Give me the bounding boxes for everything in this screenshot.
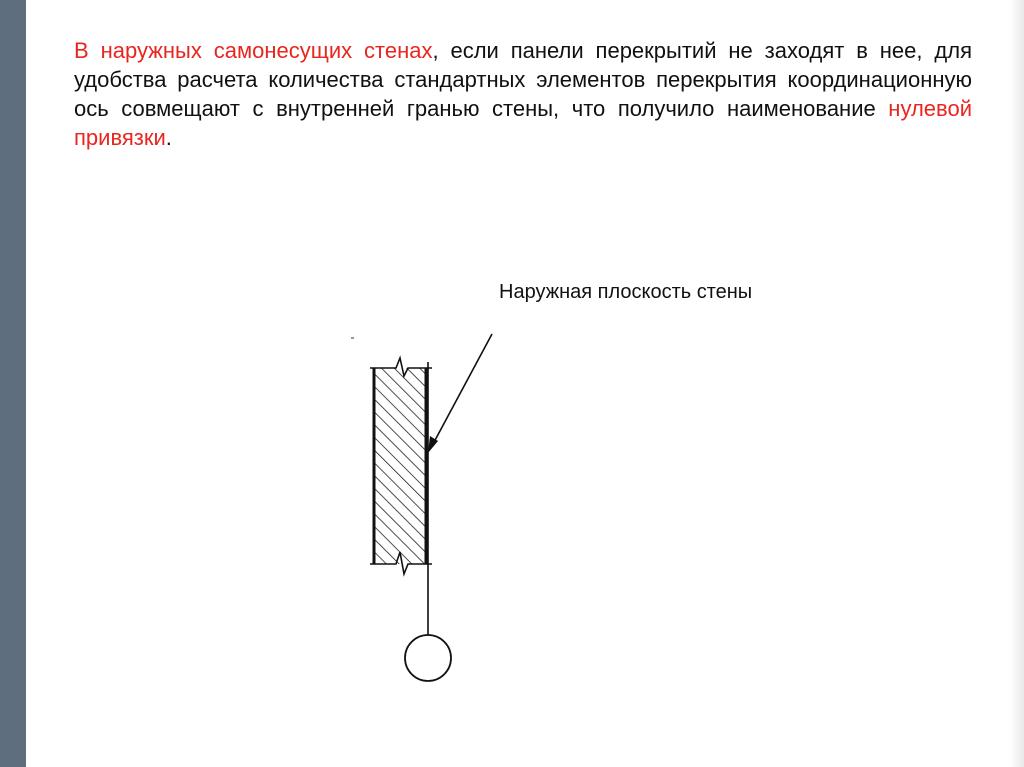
highlight-zero-binding: нулевой привязки	[74, 96, 972, 150]
leader-line	[433, 334, 492, 444]
paragraph-body: , если панели перекрытий не заходят в нее, для удобства расчета количества стандартных элементов перекрытия координационную ось совмещают с внутренней гранью стены, что получило наименование	[74, 38, 972, 121]
left-accent-bar	[0, 0, 26, 767]
highlight-self-supporting-walls: В наружных самонесущих стенах	[74, 38, 433, 63]
paragraph-end: .	[165, 125, 172, 150]
axis-marker-circle	[405, 635, 451, 681]
main-paragraph	[74, 36, 972, 152]
wall-section-diagram	[340, 325, 520, 685]
outer-wall-plane-label: Наружная плоскость стены	[499, 281, 753, 303]
right-edge-shadow	[1010, 0, 1024, 767]
wall-hatching	[374, 368, 426, 564]
